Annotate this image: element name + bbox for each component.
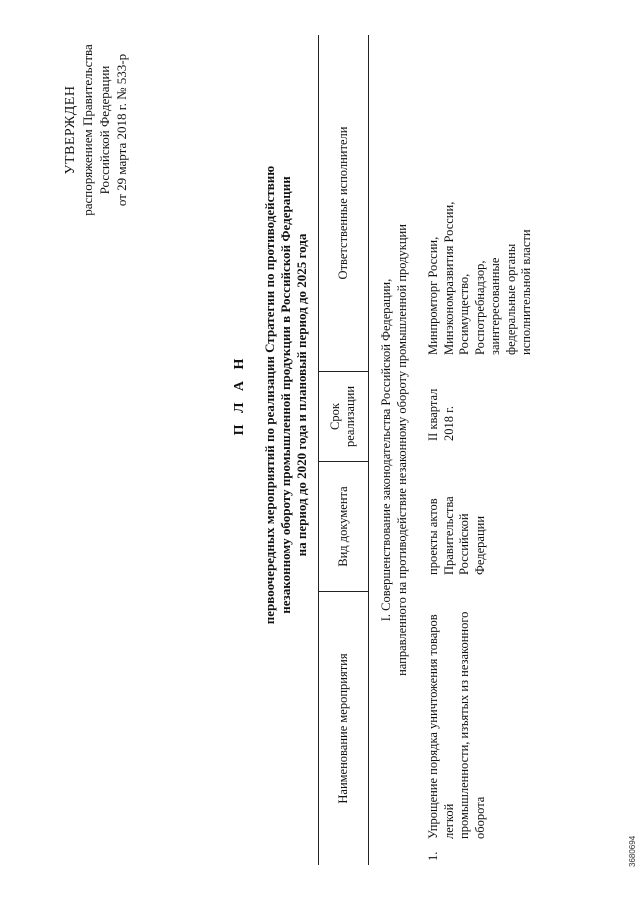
cell-line: Российской <box>457 513 471 575</box>
title-line: первоочередных мероприятий по реализации Стратегии по противодействию <box>262 165 277 625</box>
cell-line: Минэкономразвития России, <box>441 201 456 355</box>
row-name <box>426 589 488 839</box>
row-number: 1. <box>426 851 440 861</box>
cell-line: промышленности, изъятых из незаконного оборота <box>457 611 487 839</box>
column-header-executors: Ответственные исполнители <box>335 126 350 280</box>
title-line: на период до 2020 года и плановый период до 2025 года <box>294 233 309 557</box>
approval-line: Российской Федерации <box>97 65 112 195</box>
document-title <box>232 115 310 675</box>
column-header-name: Наименование мероприятия <box>335 653 350 804</box>
approval-block <box>62 15 130 245</box>
approval-line: распоряжением Правительства <box>80 44 95 216</box>
column-header-doc-type: Вид документа <box>335 486 350 567</box>
cell-line: Роспотребнадзор, <box>472 260 487 355</box>
table-border-top <box>318 35 319 865</box>
section-line: I. Совершенствование законодательства Российской Федерации, <box>379 278 393 622</box>
table-header-divider <box>368 35 369 865</box>
cell-line: исполнительной власти <box>519 229 533 355</box>
approval-line: от 29 марта 2018 г. № 533-р <box>114 53 129 207</box>
approval-heading: УТВЕРЖДЕН <box>63 85 78 175</box>
cell-line: федеральные органы <box>503 243 518 355</box>
row-executors <box>426 155 535 355</box>
column-header-term: Срок реализации <box>328 385 357 448</box>
cell-line: Росимущество, <box>457 273 471 355</box>
row-doc-type <box>426 465 488 575</box>
cell-line: 2018 г. <box>441 406 456 441</box>
plan-heading: П Л А Н <box>232 354 247 436</box>
title-line: незаконному обороту промышленной продукции в Российской Федерации <box>278 176 293 614</box>
row-term <box>426 361 457 441</box>
cell-line: заинтересованные <box>488 257 502 355</box>
section-heading <box>378 35 410 865</box>
cell-line: Правительства <box>441 496 456 575</box>
cell-line: Упрощение порядка уничтожения товаров легкой <box>426 614 456 839</box>
cell-line: II квартал <box>426 388 440 441</box>
cell-line: Минпромторг России, <box>426 236 440 355</box>
section-line: направленного на противодействие незаконному обороту промышленной продукции <box>395 224 409 676</box>
cell-line: Федерации <box>472 515 487 575</box>
document-stamp: 3680694 <box>628 835 637 867</box>
plan-table <box>318 35 636 865</box>
cell-line: проекты актов <box>426 498 440 575</box>
